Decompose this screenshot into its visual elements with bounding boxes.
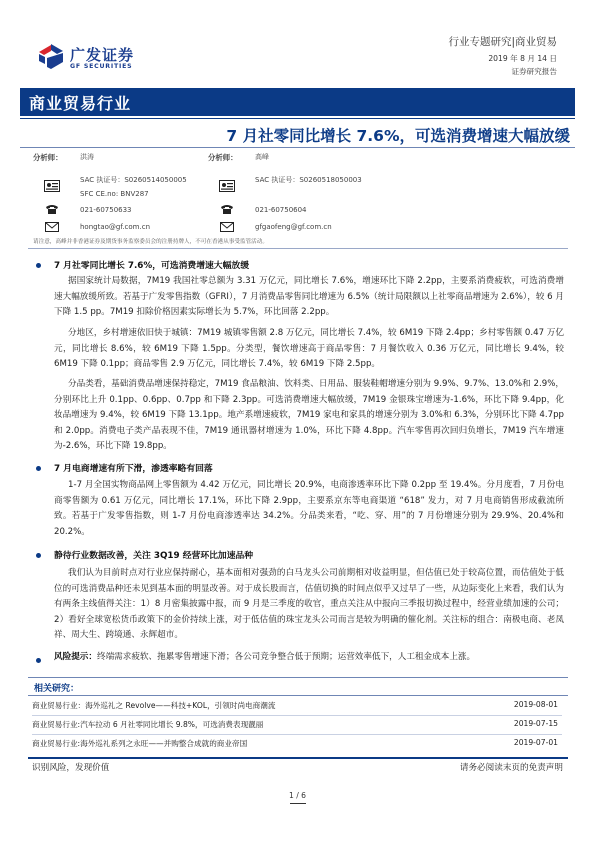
paragraph: 分品类看，基础消费品增速保持稳定，7M19 食品粮油、饮料类、日用品、服装鞋帽增速分别为 9.9%、9.7%、13.0%和 2.9%，分别环比上升 0.1pp、0.6pp、0.7pp 和下降 2.3pp。可选消费增速大幅放缓，7M19 金银珠宝增速为-1.6%，环比下降 9.4pp，化妆品增速为 9.4%，较 6M19 下降 13.1pp。地产系增速疲软，7M19 家电和家具的增速分别为 3.0%和 6.3%，分别环比下降 4.7pp 和 2.0pp。消费电子类产品表现不佳，7M19 通讯器材增速为 1.0%，环比下降 4.8pp。汽车零售再次回归负增长，7M19 汽车增速为-2.6%，环比下降 19.8pp。 [54,379,564,451]
paragraph: 分地区，乡村增速依旧快于城镇：7M19 城镇零售额 2.8 万亿元，同比增长 7.4%，较 6M19 下降 2.4pp；乡村零售额 0.47 万亿元，同比增长 8.6%，较 6M19 下降 1.5pp。分类型，餐饮增速高于商品零售：7 月餐饮收入 0.36 万亿元，同比增长 9.4%，较 6M19 下降 0.1pp；商品零售 2.9 万亿元，同比增长 7.4%，较 6M19 下降 2.5pp。 [54,328,564,369]
report-date: 2019 年 8 月 14 日 [488,54,557,63]
related-date: 2019-07-15 [513,719,558,728]
section-heading: 静待行业数据改善，关注 3Q19 经营环比加速品种 [54,551,254,561]
page-number-underline [290,803,306,804]
paragraph: 据国家统计局数据，7M19 我国社零总额为 3.31 万亿元，同比增长 7.6%，增速环比下降 2.2pp，主要系消费疲软，可选消费增速大幅放缓所致。若基于广发零售指数（GFRI），7 月消费品零售同比增速为 6.5%（统计局限额以上社零商品增速为 2.6%），较 6 月下降 1.5 pp。7M19 扣除价格因素实际增长为 5.7%，环比回落 2.2pp。 [54,276,564,317]
phone-icon [45,204,59,215]
gf-logo-icon [36,42,66,72]
related-heading-rule [28,695,568,696]
industry-banner [20,88,575,116]
id-card-icon [219,180,235,192]
paragraph: 我们认为目前时点对行业应保持耐心，基本面相对强劲的白马龙头公司前期相对收益明显，但估值已处于较高位置，而估值处于低位的可选消费品种还未见到基本面的明显改善。对于成长股而言，估值切换的时间点似乎又过早了一些，从边际变化上来看，我们认为有两条主线值得关注：1）8 月密集披露中报，而 9 月是三季度的收官，重点关注从中报向三季报切换过程中，经营业绩加速的公司；2）看好全球宽松货币政策下的金价持续上涨，对于低估值的珠宝龙头公司而言是较为明确的催化剂。关注标的组合：南极电商、老凤祥、周大生、跨境通、永辉超市。 [54,568,564,640]
report-category: 行业专题研究|商业贸易 [448,36,557,48]
related-title[interactable]: 商业贸易行业:海外巡礼系列之永旺——并购整合成就的商业帝国 [32,739,248,748]
related-title[interactable]: 商业贸易行业：海外巡礼之 Revolve——科技+KOL，引领时尚电商潮流 [32,701,276,710]
risk-text: 终端需求疲软、拖累零售增速下滑；各公司竞争整合低于预期；运营效率低下，人工租金成本上涨。 [96,652,476,662]
related-title[interactable]: 商业贸易行业:汽车拉动 6 月社零同比增长 9.8%，可选消费表现靓丽 [32,720,264,729]
notice-divider [28,248,568,249]
paragraph: 1-7 月全国实物商品网上零售额为 4.42 万亿元，同比增长 20.9%，电商渗透率环比下降 0.2pp 至 19.4%。分月度看，7 月份电商零售额为 0.61 万亿元，同比增长 17.1%，环比下降 2.9pp，主要系京东等电商渠道 “618” 发力，对 7 月电商销售形成截流所致。若基于广发零售指数，则 1-7 月份电商渗透率达 34.2%。分品类来看，“吃、穿、用”的 7 月份增速分别为 29.9%、20.4%和 20.2%。 [54,480,564,537]
bullet-icon [36,466,41,471]
footer-rule [28,757,568,759]
risk-label: 风险提示： [54,652,97,662]
related-top-rule [28,677,568,678]
related-list [32,697,562,753]
footer-disclaimer: 请务必阅读末页的免责声明 [459,763,563,773]
logo-chinese: 广发证券 [70,46,135,64]
analyst-sac: SAC 执证号：S0260518050003 [255,176,362,184]
title-underline [20,147,575,148]
industry-name: 商业贸易行业 [29,94,132,113]
logo-english: GF SECURITIES [70,63,133,70]
analyst-phone: 021-60750633 [80,206,132,214]
bullet-icon [36,263,41,268]
list-item[interactable] [32,697,562,716]
analyst-sac: SAC 执证号：S0260514050005 [80,176,187,184]
bullet-icon [36,658,41,663]
analyst-email[interactable]: gfgaofeng@gf.com.cn [255,223,332,231]
analyst-label: 分析师： [33,153,63,162]
list-item[interactable] [32,716,562,735]
phone-icon [220,204,234,215]
related-date: 2019-08-01 [513,700,558,709]
company-logo [36,41,171,77]
analyst-notice: 请注意，高峰并非香港证券及期货事务监察委员会的注册持牌人，不可在香港从事受监管活动。 [33,239,268,245]
risk-warning [54,650,574,666]
list-item[interactable] [32,735,562,753]
analyst-phone: 021-60750604 [255,206,307,214]
page-number: 1 / 6 [288,791,307,800]
analyst-sfc: SFC CE.no: BNV287 [80,190,149,198]
section-heading: 7 月电商增速有所下滑，渗透率略有回落 [54,464,213,474]
related-date: 2019-07-01 [513,738,558,747]
analyst-name: 洪涛 [80,153,94,161]
footer-slogan: 识别风险，发现价值 [32,763,110,773]
analyst-2 [205,152,435,237]
email-icon [45,222,59,232]
id-card-icon [44,180,60,192]
bullet-icon [36,553,41,558]
report-type: 证券研究报告 [511,67,557,76]
report-title: 7 月社零同比增长 7.6%，可选消费增速大幅放缓 [226,127,570,145]
analyst-name: 高峰 [255,153,269,161]
email-icon [220,222,234,232]
analyst-email[interactable]: hongtao@gf.com.cn [80,223,150,231]
analyst-label: 分析师： [208,153,238,162]
section-heading: 7 月社零同比增长 7.6%，可选消费增速大幅放缓 [54,261,249,271]
related-heading: 相关研究： [34,684,80,694]
banner-underline [20,118,575,119]
